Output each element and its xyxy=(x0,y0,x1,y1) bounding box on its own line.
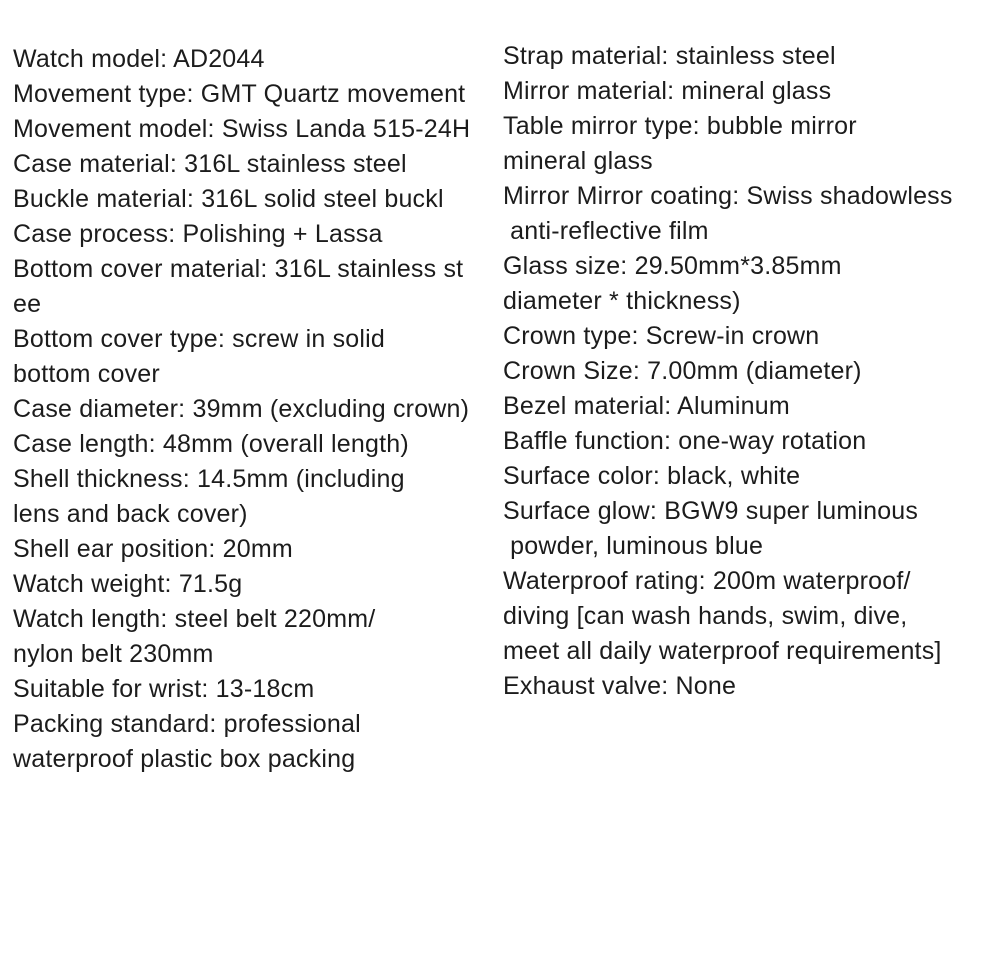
spec-line: Case length: 48mm (overall length) xyxy=(13,430,409,458)
spec-line: Bezel material: Aluminum xyxy=(503,392,790,420)
spec-line: Strap material: stainless steel xyxy=(503,42,836,70)
spec-line: mineral glass xyxy=(503,147,653,175)
spec-line: Case diameter: 39mm (excluding crown) xyxy=(13,395,470,423)
spec-line: Bottom cover type: screw in solid xyxy=(13,325,386,353)
spec-line: Exhaust valve: None xyxy=(503,672,737,700)
spec-line: Movement type: GMT Quartz movement xyxy=(13,80,466,108)
spec-line: Table mirror type: bubble mirror xyxy=(503,112,857,140)
spec-line: Watch length: steel belt 220mm/ xyxy=(13,605,376,633)
spec-line: Crown Size: 7.00mm (diameter) xyxy=(503,357,862,385)
spec-line: waterproof plastic box packing xyxy=(13,745,356,773)
spec-column-right xyxy=(503,39,1000,704)
spec-line: meet all daily waterproof requirements] xyxy=(503,637,942,665)
spec-line: bottom cover xyxy=(13,360,160,388)
spec-line: lens and back cover) xyxy=(13,500,248,528)
spec-line: Suitable for wrist: 13-18cm xyxy=(13,675,315,703)
spec-line: Case material: 316L stainless steel xyxy=(13,150,407,178)
spec-column-left xyxy=(13,42,505,777)
spec-line: Mirror Mirror coating: Swiss shadowless xyxy=(503,182,953,210)
spec-line: Glass size: 29.50mm*3.85mm xyxy=(503,252,842,280)
spec-line: Surface glow: BGW9 super luminous xyxy=(503,497,919,525)
spec-line: Waterproof rating: 200m waterproof/ xyxy=(503,567,911,595)
spec-line: Case process: Polishing + Lassa xyxy=(13,220,383,248)
spec-line: anti-reflective film xyxy=(503,217,709,245)
spec-line: Movement model: Swiss Landa 515-24H xyxy=(13,115,471,143)
spec-line: Watch model: AD2044 xyxy=(13,45,265,73)
spec-line: Crown type: Screw-in crown xyxy=(503,322,820,350)
spec-line: diameter * thickness) xyxy=(503,287,741,315)
spec-line: ee xyxy=(13,290,42,318)
spec-line: Shell ear position: 20mm xyxy=(13,535,293,563)
spec-line: Mirror material: mineral glass xyxy=(503,77,832,105)
spec-line: Watch weight: 71.5g xyxy=(13,570,243,598)
spec-line: nylon belt 230mm xyxy=(13,640,214,668)
spec-line: Packing standard: professional xyxy=(13,710,361,738)
spec-line: Shell thickness: 14.5mm (including xyxy=(13,465,405,493)
spec-line: Bottom cover material: 316L stainless st xyxy=(13,255,464,283)
spec-line: Buckle material: 316L solid steel buckl xyxy=(13,185,444,213)
spec-line: Baffle function: one-way rotation xyxy=(503,427,867,455)
spec-line: diving [can wash hands, swim, dive, xyxy=(503,602,908,630)
spec-line: powder, luminous blue xyxy=(503,532,764,560)
spec-line: Surface color: black, white xyxy=(503,462,801,490)
